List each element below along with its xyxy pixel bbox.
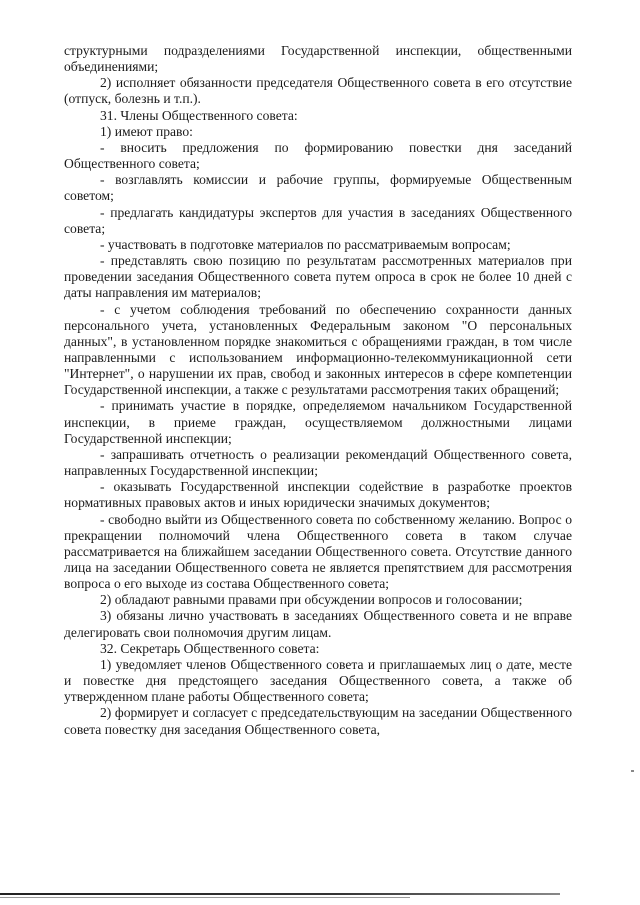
paragraph: - участвовать в подготовке материалов по рассматриваемым вопросам; bbox=[100, 236, 511, 252]
paragraph: структурными подразделениями Государственной инспекции, общественными объединениями; bbox=[64, 43, 572, 75]
paragraph: 2) исполняет обязанности председателя Общественного совета в его отсутствие (отпуск, болезнь и т.п.). bbox=[64, 75, 572, 107]
paragraph: - вносить предложения по формированию повестки дня заседаний Общественного совета; bbox=[64, 139, 572, 172]
paragraph: - оказывать Государственной инспекции содействие в разработке проектов нормативных правовых актов и иных юридически значимых документов; bbox=[64, 479, 572, 511]
document-page bbox=[64, 43, 572, 738]
paragraph: 1) имеют право: bbox=[100, 123, 193, 139]
paragraph: 2) формирует и согласует с председательствующим на заседании Общественного совета повестку дня заседания Общественного совета, bbox=[64, 705, 572, 737]
paragraph: - возглавлять комиссии и рабочие группы, формируемые Общественным советом; bbox=[64, 172, 572, 204]
paragraph: 2) обладают равными правами при обсуждении вопросов и голосовании; bbox=[100, 592, 523, 608]
paragraph: - запрашивать отчетность о реализации рекомендаций Общественного совета, направленных Государственной инспекции; bbox=[64, 446, 572, 479]
scan-edge-line bbox=[0, 893, 560, 895]
paragraph: - предлагать кандидатуры экспертов для участия в заседаниях Общественного совета; bbox=[64, 204, 572, 236]
paragraph: - принимать участие в порядке, определяемом начальником Государственной инспекции, в приеме граждан, осуществляемом должностными лицами Государственной инспекции; bbox=[64, 398, 572, 446]
paragraph: - представлять свою позицию по результатам рассмотренных материалов при проведении заседания Общественного совета путем опроса в срок не более 10 дней с даты направления им материалов; bbox=[64, 253, 572, 301]
paragraph: 1) уведомляет членов Общественного совета и приглашаемых лиц о дате, месте и повестке дня предстоящего заседания Общественного совета, а также об утвержденном плане работы Общественного совета; bbox=[64, 656, 572, 705]
paragraph: 3) обязаны лично участвовать в заседаниях Общественного совета и не вправе делегировать свои полномочия другим лицам. bbox=[64, 608, 572, 640]
scan-edge-line-secondary bbox=[0, 897, 410, 898]
paragraph: - свободно выйти из Общественного совета по собственному желанию. Вопрос о прекращении полномочий члена Общественного совета в таком случае рассматривается на ближайшем заседании Общественного совета. Отсутствие данного лица на заседании Общественного совета не является препятствием для рассмотрения вопроса о его выходе из состава Общественного совета; bbox=[64, 511, 572, 592]
paragraph: 31. Члены Общественного совета: bbox=[100, 107, 298, 123]
paragraph: - с учетом соблюдения требований по обеспечению сохранности данных персонального учета, установленных Федеральным законом "О персональных данных", в установленном порядке знакомиться с обращениями граждан, в том числе направленными с использованием информационно-телекоммуникационной сети "Интернет", о нарушении их прав, свобод и законных интересов в сфере компетенции Государственной инспекции, а также с результатами рассмотрения таких обращений; bbox=[64, 301, 572, 398]
scan-artifact bbox=[631, 770, 634, 772]
paragraph: 32. Секретарь Общественного совета: bbox=[100, 640, 320, 656]
